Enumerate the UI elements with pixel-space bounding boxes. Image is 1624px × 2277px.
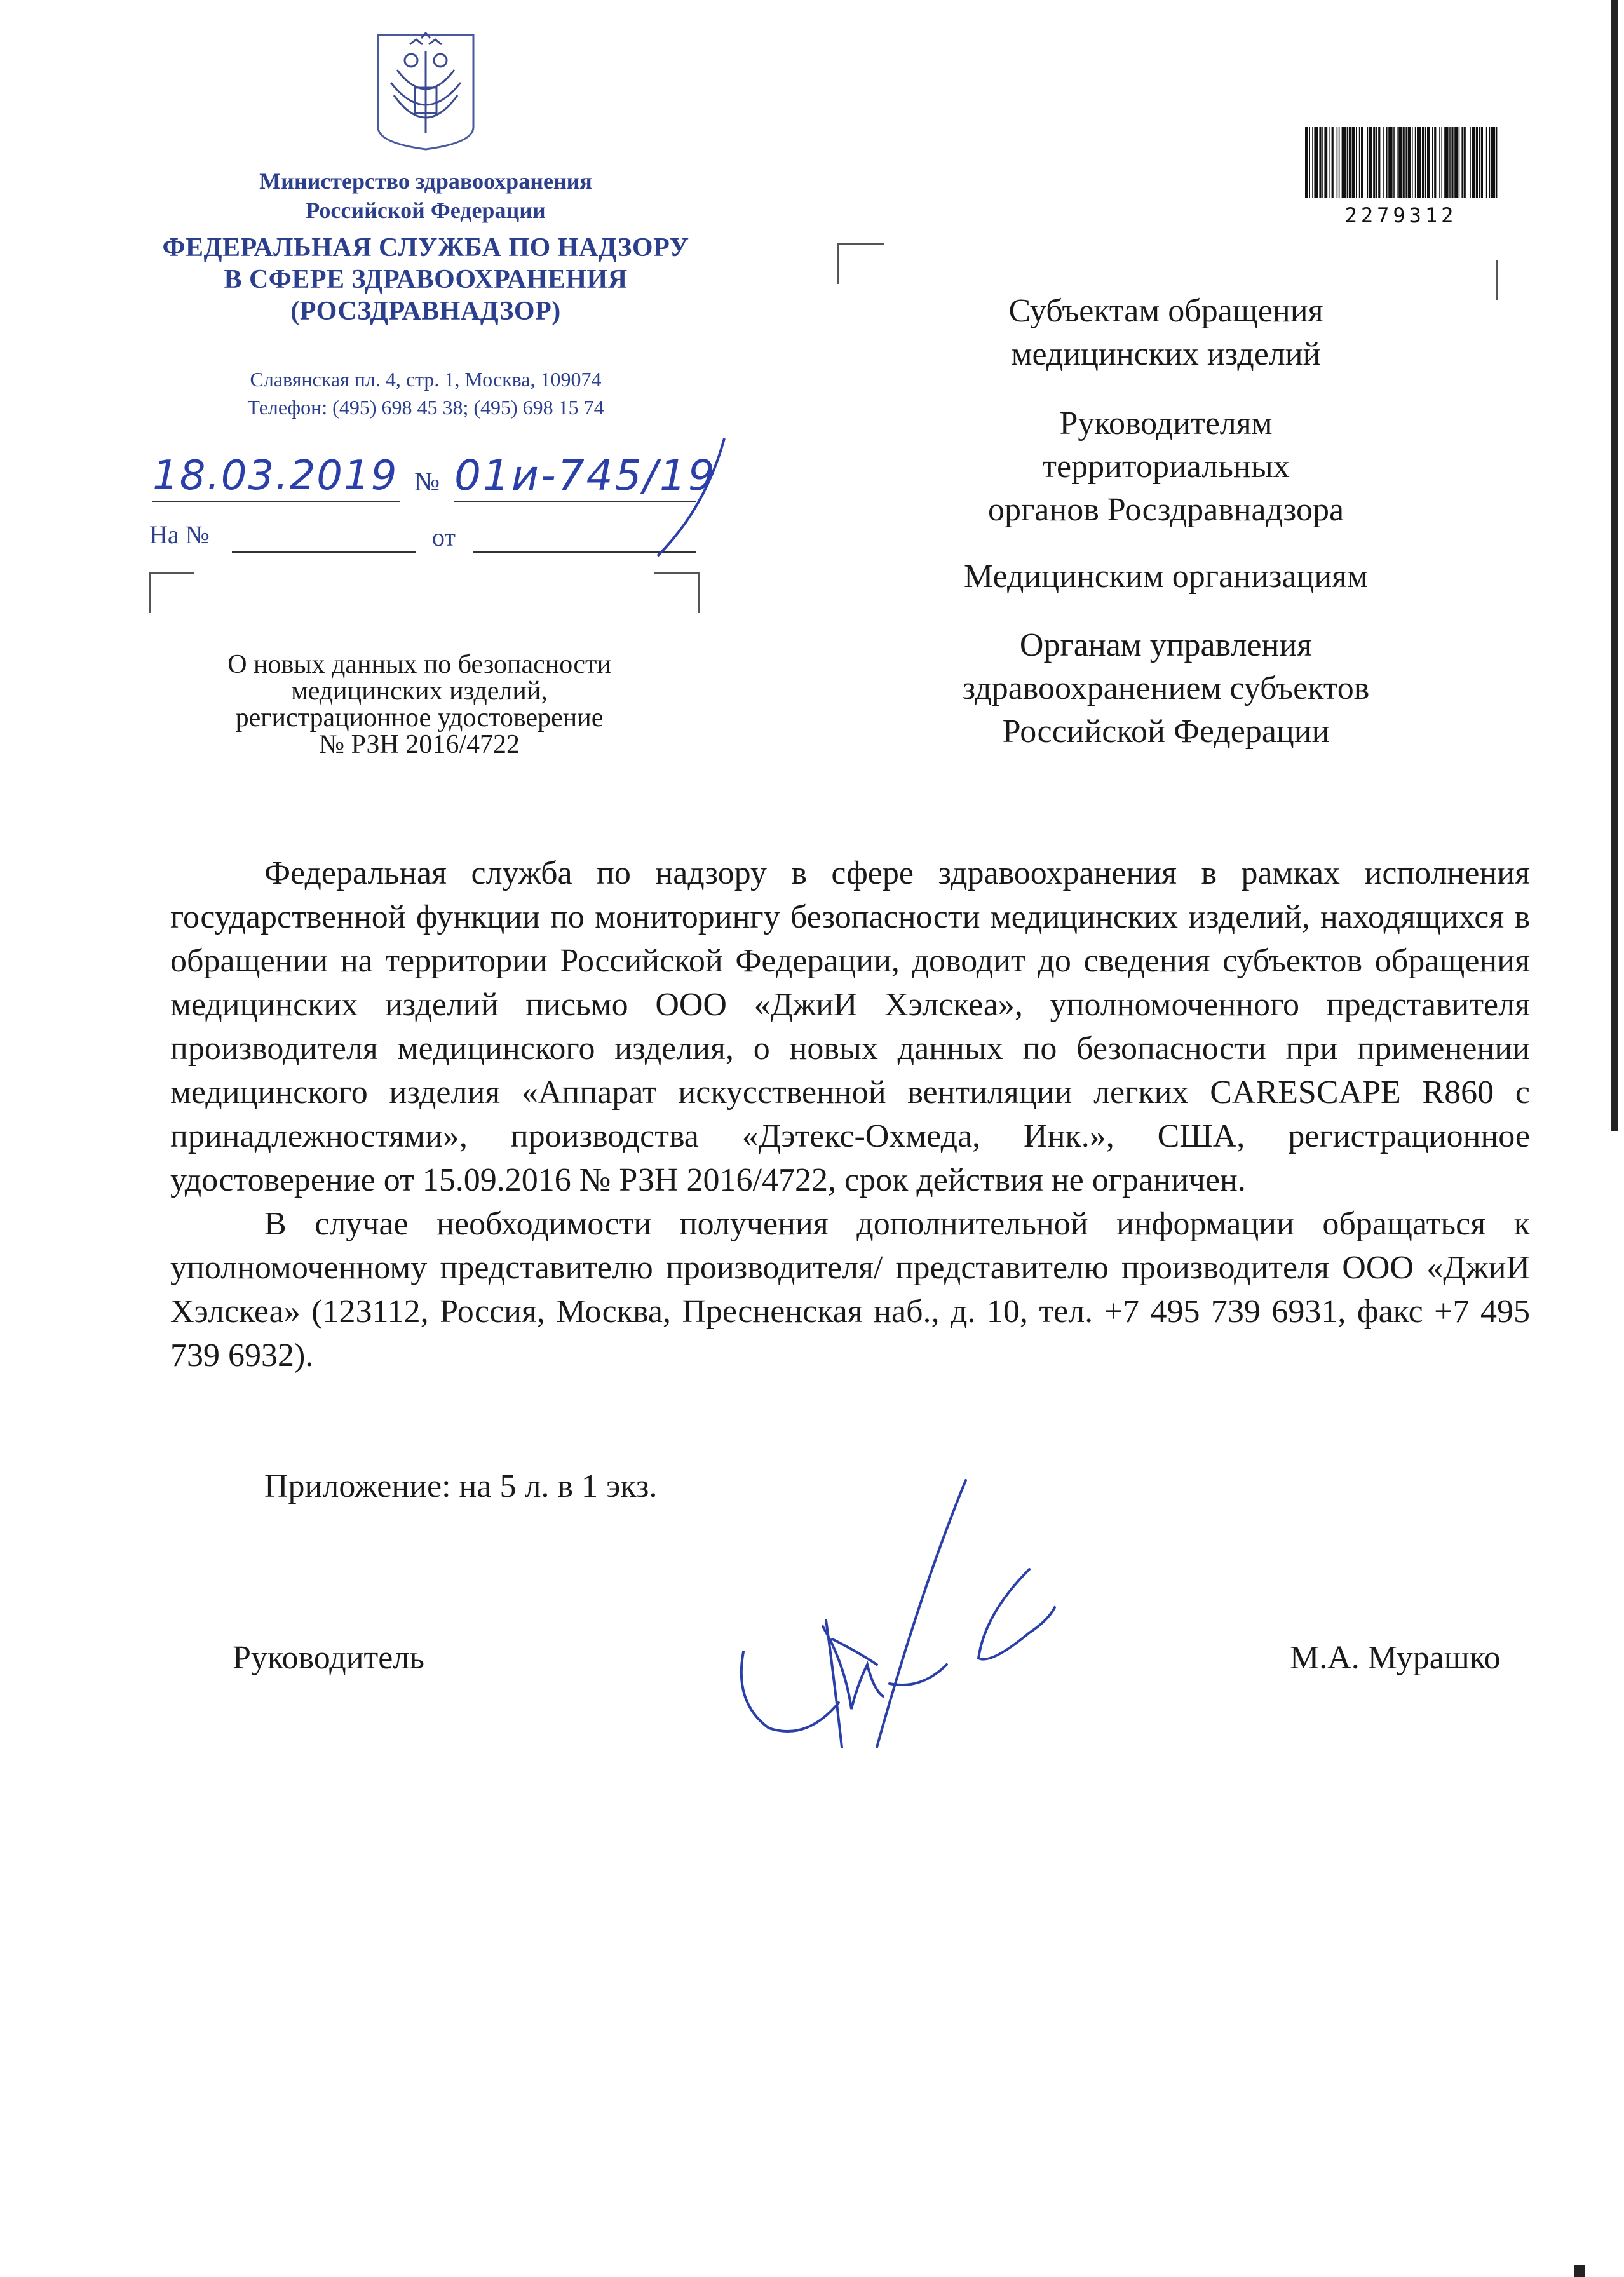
barcode-bar: [1486, 127, 1487, 198]
barcode-bar: [1319, 127, 1321, 198]
barcode-bar: [1332, 127, 1334, 198]
barcode-bar: [1373, 127, 1375, 198]
coat-of-arms-emblem: [372, 32, 480, 152]
signer-name: М.А. Мурашко: [1290, 1640, 1501, 1676]
addressee-1: Субъектам обращения медицинских изделий: [1008, 293, 1323, 372]
barcode-bar: [1427, 127, 1430, 198]
registration-number: 01и-745/19: [454, 451, 717, 500]
barcode-bar: [1398, 127, 1402, 198]
barcode-bar: [1449, 127, 1451, 198]
barcode-bar: [1496, 127, 1498, 198]
barcode-bar: [1422, 127, 1424, 198]
barcode-bar: [1329, 127, 1330, 198]
barcode-bar: [1408, 127, 1411, 198]
letterhead-address: Славянская пл. 4, стр. 1, Москва, 109074 Телефон: (495) 698 45 38; (495) 698 15 74: [247, 368, 604, 419]
barcode-bar: [1397, 127, 1398, 198]
barcode-bar: [1378, 127, 1380, 198]
barcode-bar: [1434, 127, 1436, 198]
barcode-bar: [1312, 127, 1313, 198]
attachment-note: Приложение: на 5 л. в 1 экз.: [264, 1468, 658, 1504]
reply-number-line: [232, 551, 416, 553]
barcode-bar: [1305, 127, 1308, 198]
date-underline: [152, 501, 400, 502]
signer-position: Руководитель: [233, 1640, 424, 1676]
barcode-bar: [1415, 127, 1416, 198]
body-paragraph: Федеральная служба по надзору в сфере здравоохранения в рамках исполнения государственной функции по мониторингу безопасности медицинских изделий, находящихся в обращении на территории Российской Федерации, доводит до сведения субъектов обращения медицинских изделий письмо ООО «ДжиИ Хэлскеа», уполномоченного представителя производителя медицинского изделия, о новых данных по безопасности при применении медицинского изделия «Аппарат искусственной вентиляции легких CARESCAPE R860 с принадлежностями», производства «Дэтекс-Охмеда, Инк.», США, регистрационное удостоверение от 15.09.2016 № РЗН 2016/4722, срок действия не ограничен.: [170, 855, 1530, 1198]
barcode-bar: [1369, 127, 1372, 198]
barcode-bar: [1444, 127, 1448, 198]
barcode-bar: [1342, 127, 1346, 198]
reply-number-label: На №: [149, 520, 210, 549]
barcode-bar: [1476, 127, 1478, 198]
reply-from-label: от: [432, 523, 456, 551]
barcode-bar: [1388, 127, 1392, 198]
scan-corner-artifact: [1574, 2265, 1585, 2277]
addressee-4: Органам управления здравоохранением субъектов Российской Федерации: [962, 627, 1370, 750]
scan-edge-artifact: [1611, 0, 1618, 1131]
barcode-bar: [1349, 127, 1351, 198]
barcode-bar: [1489, 127, 1491, 198]
handwritten-signature: [731, 1474, 1086, 1766]
barcode-bar: [1451, 127, 1453, 198]
addressee-3: Медицинским организациям: [964, 558, 1368, 595]
barcode-bar: [1481, 127, 1483, 198]
body-paragraph: В случае необходимости получения дополнительной информации обращаться к уполномоченному представителю производителя/ представителю производителя ООО «ДжиИ Хэлскеа» (123112, Россия, Москва, Пресненская наб., д. 10, тел. +7 495 739 6931, факс +7 495 739 6932).: [170, 1206, 1530, 1374]
barcode-bar: [1339, 127, 1340, 198]
barcode-bar: [1356, 127, 1357, 198]
barcode-bar: [1309, 127, 1310, 198]
registration-date: 18.03.2019: [152, 452, 398, 499]
barcode-bar: [1352, 127, 1355, 198]
barcode-bar: [1470, 127, 1471, 198]
barcode-bar: [1386, 127, 1388, 198]
barcode-bar: [1359, 127, 1360, 198]
letter-subject: О новых данных по безопасности медицинских изделий, регистрационное удостоверение № РЗН 2016/4722: [227, 650, 611, 759]
barcode-bar: [1425, 127, 1426, 198]
letter-body: [170, 851, 1530, 1377]
barcode-bar: [1376, 127, 1377, 198]
barcode-number: 2279312: [1344, 203, 1458, 227]
barcode-bar: [1472, 127, 1475, 198]
addressee-2: Руководителям территориальных органов Росздравнадзора: [987, 405, 1344, 528]
barcode-bar: [1479, 127, 1480, 198]
barcode-bar: [1459, 127, 1460, 198]
barcode-bar: [1393, 127, 1395, 198]
barcode-bar: [1417, 127, 1421, 198]
barcode-bar: [1405, 127, 1407, 198]
ministry-name: Министерство здравоохранения Российской Федерации: [259, 168, 592, 223]
barcode-bar: [1347, 127, 1348, 198]
barcode-bar: [1441, 127, 1442, 198]
barcode-bar: [1439, 127, 1440, 198]
barcode-bar: [1403, 127, 1405, 198]
barcode: [1303, 127, 1499, 198]
number-slash-stroke: [642, 432, 737, 559]
barcode-bar: [1322, 127, 1323, 198]
barcode-bar: [1361, 127, 1363, 198]
service-name: ФЕДЕРАЛЬНАЯ СЛУЖБА ПО НАДЗОРУ В СФЕРЕ ЗДРАВООХРАНЕНИЯ (РОСЗДРАВНАДЗОР): [162, 233, 689, 326]
barcode-bar: [1314, 127, 1318, 198]
barcode-bar: [1432, 127, 1433, 198]
barcode-bar: [1454, 127, 1458, 198]
barcode-bar: [1491, 127, 1495, 198]
barcode-bar: [1461, 127, 1463, 198]
barcode-bar: [1383, 127, 1384, 198]
barcode-bar: [1464, 127, 1466, 198]
barcode-bar: [1324, 127, 1327, 198]
subject-left-bracket: [149, 572, 194, 613]
barcode-bar: [1367, 127, 1369, 198]
subject-right-bracket: [654, 572, 700, 613]
barcode-bar: [1412, 127, 1413, 198]
address-corner-bracket: [837, 243, 884, 284]
address-right-mark: [1496, 260, 1498, 300]
barcode-bar: [1337, 127, 1338, 198]
number-sign: №: [414, 468, 440, 497]
